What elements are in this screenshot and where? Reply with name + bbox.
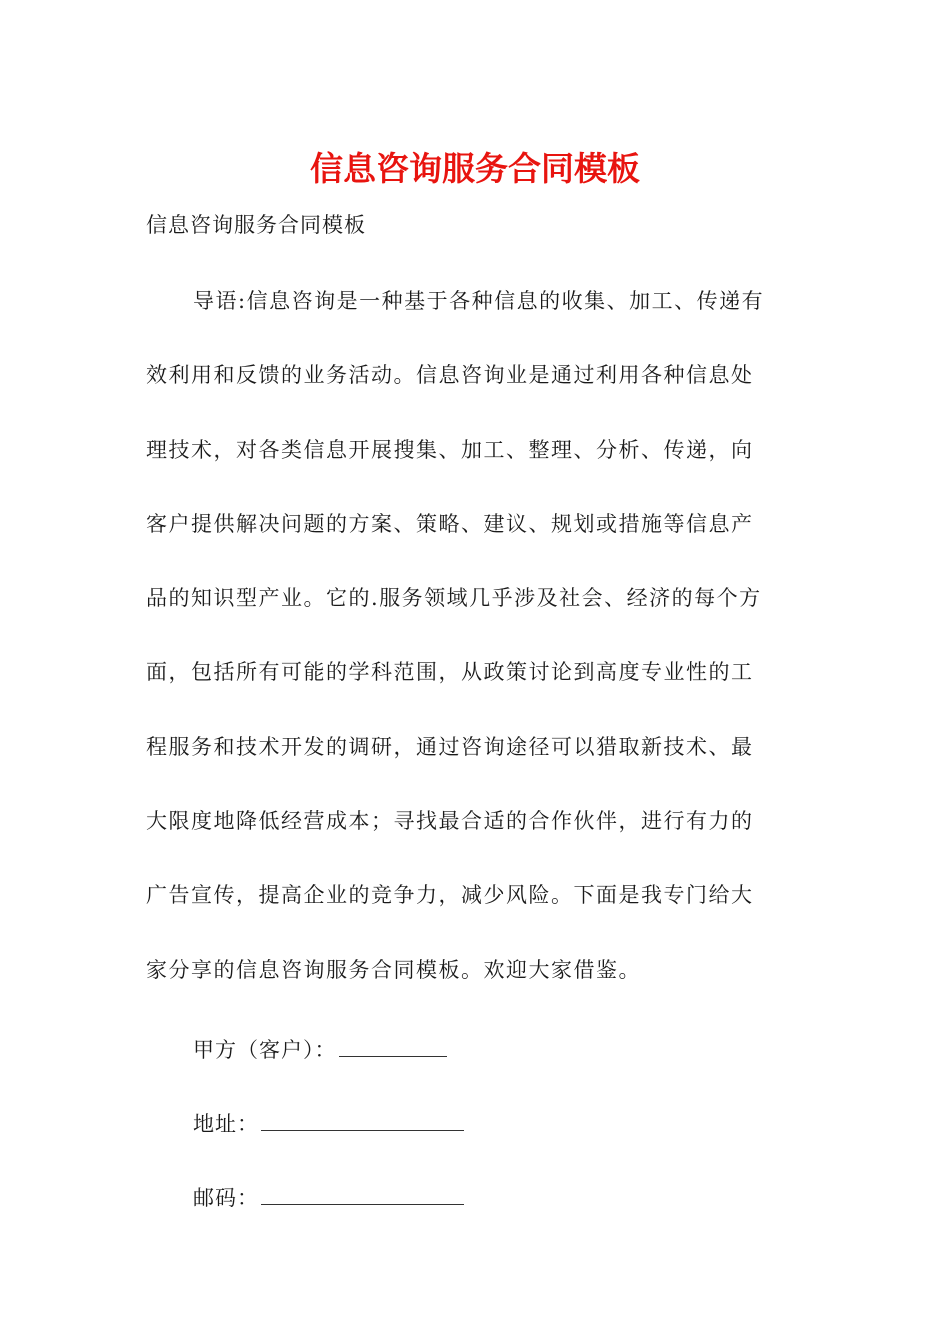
paragraph-line: 面，包括所有可能的学科范围，从政策讨论到高度专业性的工 bbox=[146, 660, 754, 685]
party-a-blank[interactable] bbox=[339, 1032, 447, 1057]
paragraph-line: 效利用和反馈的业务活动。信息咨询业是通过利用各种信息处 bbox=[146, 363, 754, 388]
paragraph-line: 大限度地降低经营成本；寻找最合适的合作伙伴，进行有力的 bbox=[146, 809, 754, 834]
paragraph-line: 客户提供解决问题的方案、策略、建议、规划或措施等信息产 bbox=[146, 511, 754, 536]
party-a-field bbox=[193, 1032, 464, 1106]
paragraph-line: 广告宣传，提高企业的竞争力，减少风险。下面是我专门给大 bbox=[146, 883, 754, 908]
paragraph-line: 家分享的信息咨询服务合同模板。欢迎大家借鉴。 bbox=[146, 957, 641, 982]
paragraph-line: 品的知识型产业。它的.服务领域几乎涉及社会、经济的每个方 bbox=[146, 586, 762, 611]
document-title: 信息咨询服务合同模板 bbox=[310, 149, 640, 188]
document-subtitle: 信息咨询服务合同模板 bbox=[146, 213, 366, 237]
address-field bbox=[193, 1106, 464, 1180]
paragraph-line: 理技术，对各类信息开展搜集、加工、整理、分析、传递，向 bbox=[146, 437, 754, 462]
address-blank[interactable] bbox=[261, 1106, 464, 1131]
paragraph-line: 导语:信息咨询是一种基于各种信息的收集、加工、传递有 bbox=[193, 289, 765, 313]
intro-paragraph bbox=[146, 283, 816, 1026]
postcode-label: 邮码： bbox=[193, 1186, 259, 1210]
contract-fields bbox=[193, 1032, 464, 1254]
postcode-blank[interactable] bbox=[261, 1180, 464, 1205]
address-label: 地址： bbox=[193, 1112, 259, 1136]
party-a-label: 甲方（客户）： bbox=[193, 1038, 337, 1062]
paragraph-line: 程服务和技术开发的调研，通过咨询途径可以猎取新技术、最 bbox=[146, 734, 754, 759]
postcode-field bbox=[193, 1180, 464, 1254]
